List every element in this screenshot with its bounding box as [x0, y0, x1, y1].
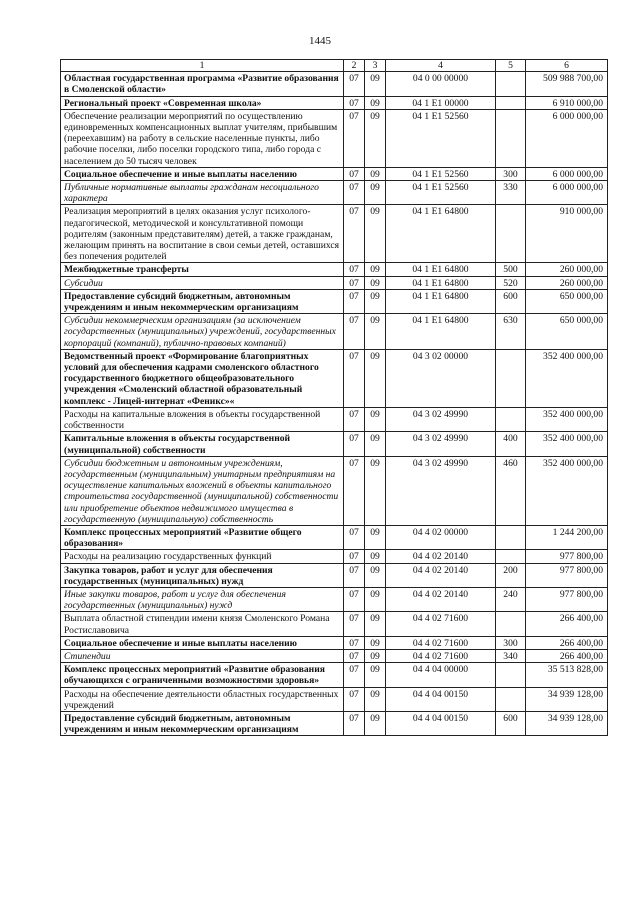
table-row [61, 636, 608, 649]
table-row [61, 72, 608, 96]
row-subsection: 09 [365, 711, 386, 735]
row-amount: 977 800,00 [526, 563, 608, 587]
row-amount: 34 939 128,00 [526, 711, 608, 735]
row-amount: 977 800,00 [526, 587, 608, 611]
row-name: Расходы на реализацию государственных функций [61, 550, 344, 563]
row-name: Предоставление субсидий бюджетным, автономным учреждениям и иным некоммерческим организациям [61, 289, 344, 313]
table-row [61, 205, 608, 263]
row-subsection: 09 [365, 72, 386, 96]
row-amount: 509 988 700,00 [526, 72, 608, 96]
row-expense-type: 600 [496, 289, 526, 313]
row-subsection: 09 [365, 349, 386, 407]
row-subsection: 09 [365, 612, 386, 636]
row-name: Субсидии некоммерческим организациям (за исключением государственных (муниципальных) учреждений, государственных корпораций (компаний), публично-правовых компаний) [61, 314, 344, 350]
row-section: 07 [344, 663, 365, 687]
table-row [61, 289, 608, 313]
row-target-code: 04 1 Е1 64800 [386, 263, 496, 276]
table-row [61, 550, 608, 563]
row-target-code: 04 4 02 20140 [386, 550, 496, 563]
row-expense-type: 200 [496, 563, 526, 587]
row-section: 07 [344, 649, 365, 662]
table-row [61, 711, 608, 735]
row-name: Расходы на капитальные вложения в объекты государственной собственности [61, 407, 344, 431]
row-target-code: 04 3 02 49990 [386, 456, 496, 525]
row-amount: 910 000,00 [526, 205, 608, 263]
table-row [61, 109, 608, 167]
row-subsection: 09 [365, 314, 386, 350]
row-amount: 352 400 000,00 [526, 456, 608, 525]
table-row [61, 663, 608, 687]
row-expense-type: 500 [496, 263, 526, 276]
row-name: Социальное обеспечение и иные выплаты населению [61, 636, 344, 649]
row-expense-type [496, 525, 526, 549]
row-subsection: 09 [365, 636, 386, 649]
row-expense-type: 520 [496, 276, 526, 289]
row-target-code: 04 4 02 00000 [386, 525, 496, 549]
row-target-code: 04 4 02 71600 [386, 649, 496, 662]
row-target-code: 04 4 02 71600 [386, 636, 496, 649]
row-name: Публичные нормативные выплаты гражданам несоциального характера [61, 181, 344, 205]
column-header: 1 [61, 60, 344, 72]
row-section: 07 [344, 612, 365, 636]
row-name: Ведомственный проект «Формирование благоприятных условий для обеспечения кадрами смоленского областного государственного бюджетного общеобразовательного учреждения «Смоленский областной образовательный комплекс - Лицей-интернат «Феникс»« [61, 349, 344, 407]
row-expense-type [496, 109, 526, 167]
table-row [61, 456, 608, 525]
row-expense-type: 340 [496, 649, 526, 662]
row-expense-type [496, 96, 526, 109]
row-target-code: 04 4 04 00150 [386, 711, 496, 735]
row-subsection: 09 [365, 407, 386, 431]
row-name: Капитальные вложения в объекты государственной (муниципальной) собственности [61, 432, 344, 456]
row-target-code: 04 4 02 20140 [386, 563, 496, 587]
row-expense-type: 240 [496, 587, 526, 611]
row-target-code: 04 4 04 00150 [386, 687, 496, 711]
row-section: 07 [344, 456, 365, 525]
table-row [61, 612, 608, 636]
row-subsection: 09 [365, 663, 386, 687]
row-subsection: 09 [365, 289, 386, 313]
table-row [61, 349, 608, 407]
row-name: Субсидии бюджетным и автономным учреждениям, государственным (муниципальным) унитарным предприятиям на осуществление капитальных вложений в объекты капитального строительства государственной (муниципальной) собственности или приобретение объектов недвижимого имущества в государственную (муниципальную) собственность [61, 456, 344, 525]
row-target-code: 04 3 02 49990 [386, 432, 496, 456]
row-name: Выплата областной стипендии имени князя Смоленского Романа Ростиславовича [61, 612, 344, 636]
row-section: 07 [344, 314, 365, 350]
row-target-code: 04 1 Е1 64800 [386, 205, 496, 263]
row-section: 07 [344, 289, 365, 313]
row-target-code: 04 1 Е1 00000 [386, 96, 496, 109]
row-name: Предоставление субсидий бюджетным, автономным учреждениям и иным некоммерческим организациям [61, 711, 344, 735]
page-number: 1445 [309, 35, 331, 47]
row-name: Межбюджетные трансферты [61, 263, 344, 276]
row-expense-type [496, 663, 526, 687]
row-section: 07 [344, 96, 365, 109]
row-target-code: 04 1 Е1 64800 [386, 314, 496, 350]
row-subsection: 09 [365, 550, 386, 563]
row-amount: 650 000,00 [526, 314, 608, 350]
row-section: 07 [344, 109, 365, 167]
row-subsection: 09 [365, 456, 386, 525]
row-amount: 6 000 000,00 [526, 181, 608, 205]
row-target-code: 04 4 02 20140 [386, 587, 496, 611]
row-amount: 35 513 828,00 [526, 663, 608, 687]
row-name: Областная государственная программа «Развитие образования в Смоленской области» [61, 72, 344, 96]
row-amount: 352 400 000,00 [526, 349, 608, 407]
row-amount: 34 939 128,00 [526, 687, 608, 711]
row-section: 07 [344, 407, 365, 431]
row-section: 07 [344, 432, 365, 456]
table-row [61, 96, 608, 109]
row-expense-type [496, 612, 526, 636]
row-target-code: 04 3 02 00000 [386, 349, 496, 407]
row-name: Обеспечение реализации мероприятий по осуществлению единовременных компенсационных выплат учителям, прибывшим (переехавшим) на работу в сельские населенные пункты, либо рабочие поселки, либо поселки городского типа, либо города с населением до 50 тысяч человек [61, 109, 344, 167]
row-name: Стипендии [61, 649, 344, 662]
row-subsection: 09 [365, 181, 386, 205]
row-section: 07 [344, 636, 365, 649]
row-amount: 1 244 200,00 [526, 525, 608, 549]
row-name: Субсидии [61, 276, 344, 289]
row-amount: 650 000,00 [526, 289, 608, 313]
table-row [61, 432, 608, 456]
row-amount: 6 000 000,00 [526, 167, 608, 180]
row-subsection: 09 [365, 587, 386, 611]
column-header: 5 [496, 60, 526, 72]
row-target-code: 04 1 Е1 64800 [386, 289, 496, 313]
table-row [61, 563, 608, 587]
row-amount: 266 400,00 [526, 636, 608, 649]
row-section: 07 [344, 181, 365, 205]
column-header: 6 [526, 60, 608, 72]
row-expense-type: 330 [496, 181, 526, 205]
row-name: Комплекс процессных мероприятий «Развитие образования обучающихся с ограниченными возможностями здоровья» [61, 663, 344, 687]
row-expense-type: 600 [496, 711, 526, 735]
table-row [61, 649, 608, 662]
table-row [61, 314, 608, 350]
row-subsection: 09 [365, 109, 386, 167]
row-subsection: 09 [365, 205, 386, 263]
row-section: 07 [344, 687, 365, 711]
row-section: 07 [344, 711, 365, 735]
column-header: 4 [386, 60, 496, 72]
row-section: 07 [344, 587, 365, 611]
row-expense-type [496, 205, 526, 263]
row-target-code: 04 1 Е1 64800 [386, 276, 496, 289]
row-target-code: 04 4 04 00000 [386, 663, 496, 687]
table-row [61, 687, 608, 711]
row-amount: 352 400 000,00 [526, 407, 608, 431]
table-row [61, 276, 608, 289]
row-target-code: 04 1 Е1 52560 [386, 181, 496, 205]
row-target-code: 04 4 02 71600 [386, 612, 496, 636]
table-row [61, 263, 608, 276]
row-subsection: 09 [365, 563, 386, 587]
table-row [61, 407, 608, 431]
row-expense-type: 460 [496, 456, 526, 525]
row-subsection: 09 [365, 687, 386, 711]
row-section: 07 [344, 205, 365, 263]
row-target-code: 04 1 Е1 52560 [386, 167, 496, 180]
row-section: 07 [344, 263, 365, 276]
row-subsection: 09 [365, 263, 386, 276]
row-amount: 352 400 000,00 [526, 432, 608, 456]
row-amount: 266 400,00 [526, 649, 608, 662]
column-header: 3 [365, 60, 386, 72]
row-amount: 260 000,00 [526, 263, 608, 276]
row-expense-type [496, 349, 526, 407]
table-header-row [61, 60, 608, 72]
row-name: Закупка товаров, работ и услуг для обеспечения государственных (муниципальных) нужд [61, 563, 344, 587]
row-section: 07 [344, 167, 365, 180]
row-section: 07 [344, 563, 365, 587]
table-row [61, 181, 608, 205]
row-name: Региональный проект «Современная школа» [61, 96, 344, 109]
row-section: 07 [344, 276, 365, 289]
row-amount: 6 910 000,00 [526, 96, 608, 109]
row-expense-type [496, 550, 526, 563]
row-expense-type [496, 407, 526, 431]
row-section: 07 [344, 72, 365, 96]
row-name: Иные закупки товаров, работ и услуг для обеспечения государственных (муниципальных) нужд [61, 587, 344, 611]
row-subsection: 09 [365, 525, 386, 549]
row-subsection: 09 [365, 96, 386, 109]
table-row [61, 525, 608, 549]
row-subsection: 09 [365, 432, 386, 456]
budget-table [60, 59, 608, 736]
table-row [61, 167, 608, 180]
row-target-code: 04 3 02 49990 [386, 407, 496, 431]
row-section: 07 [344, 349, 365, 407]
row-name: Расходы на обеспечение деятельности областных государственных учреждений [61, 687, 344, 711]
row-amount: 6 000 000,00 [526, 109, 608, 167]
row-expense-type: 300 [496, 636, 526, 649]
row-target-code: 04 1 Е1 52560 [386, 109, 496, 167]
row-expense-type [496, 687, 526, 711]
row-name: Реализация мероприятий в целях оказания услуг психолого-педагогической, методической и консультативной помощи родителям (законным представителям) детей, а также гражданам, желающим принять на воспитание в свои семьи детей, оставшихся без попечения родителей [61, 205, 344, 263]
row-name: Комплекс процессных мероприятий «Развитие общего образования» [61, 525, 344, 549]
row-target-code: 04 0 00 00000 [386, 72, 496, 96]
row-amount: 260 000,00 [526, 276, 608, 289]
row-subsection: 09 [365, 276, 386, 289]
row-expense-type: 300 [496, 167, 526, 180]
table-row [61, 587, 608, 611]
row-section: 07 [344, 550, 365, 563]
row-amount: 977 800,00 [526, 550, 608, 563]
row-section: 07 [344, 525, 365, 549]
row-expense-type: 400 [496, 432, 526, 456]
row-name: Социальное обеспечение и иные выплаты населению [61, 167, 344, 180]
row-amount: 266 400,00 [526, 612, 608, 636]
row-expense-type: 630 [496, 314, 526, 350]
row-subsection: 09 [365, 649, 386, 662]
column-header: 2 [344, 60, 365, 72]
row-subsection: 09 [365, 167, 386, 180]
row-expense-type [496, 72, 526, 96]
